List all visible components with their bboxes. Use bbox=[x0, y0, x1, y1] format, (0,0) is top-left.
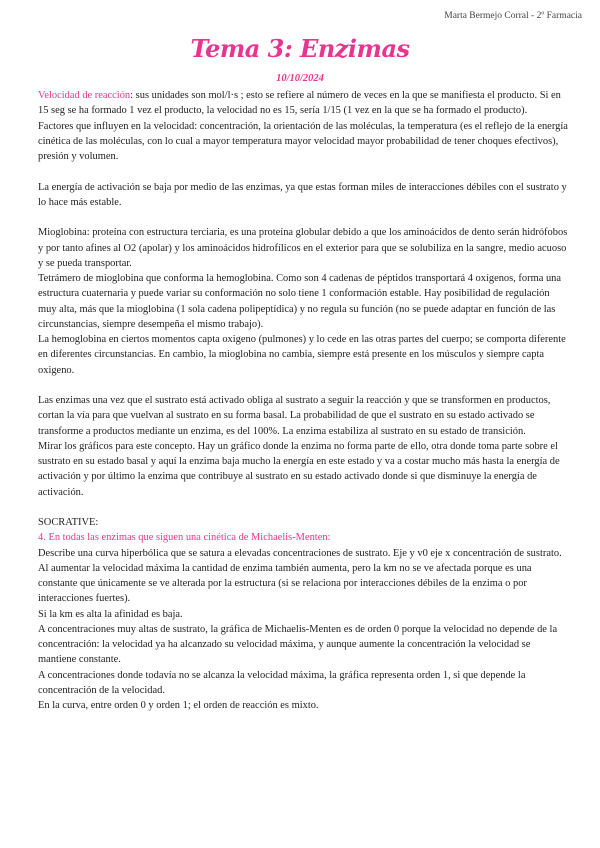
answer-line: En la curva, entre orden 0 y orden 1; el orden de reacción es mixto. bbox=[38, 700, 319, 711]
paragraph-velocity-factors: Factores que influyen en la velocidad: concentración, la orientación de las moléculas, la temperatura (es el reflejo de la energía cinética de las moléculas, con lo cual a mayor temperatura mayor velocidad mayor probabilidad de tener choques efectivos), presión y volumen. bbox=[38, 120, 568, 162]
answer-line: A concentraciones donde todavía no se alcanza la velocidad máxima, la gráfica representa orden 1, si que depende la concentración de la velocidad. bbox=[38, 669, 526, 696]
paragraph-myoglobin: Mioglobina: proteína con estructura terciaria, es una proteína globular debido a que los aminoácidos de dento serán hidrófobos y por tanto afines al O2 (apolar) y los aminoácidos hidrofílicos en el exterior para que se solubiliza en la sangre, medio acuoso y se pueda transportar. bbox=[38, 227, 568, 269]
answer-line: Al aumentar la velocidad máxima la cantidad de enzima también aumenta, pero la km no se ve afectada porque es una constante que únicamente se ve alterada por la estructura (si se relaciona por interacciones débiles de la enzima o por interacciones fuertes). bbox=[38, 562, 532, 605]
document-body bbox=[38, 88, 568, 713]
paragraph-enzyme-substrate: Las enzimas una vez que el sustrato está activado obliga al sustrato a seguir la reacción y que se transformen en productos, cortan la vía para que vuelvan al sustrato en su forma basal. La probabilidad de que el sustrato en su estado activado se transforme a productos mediante un enzima, es del 100%. La enzima estabiliza al sustrato en su estado de transición. bbox=[38, 395, 551, 437]
author-header: Marta Bermejo Corral - 2º Farmacia bbox=[444, 11, 582, 21]
paragraph-activation-energy: La energía de activación se baja por medio de las enzimas, ya que estas forman miles de interacciones débiles con el sustrato y lo hace más estable. bbox=[38, 181, 567, 208]
paragraph-graphs: Mirar los gráficos para este concepto. Hay un gráfico donde la enzima no forma parte de ello, otra donde toma parte sobre el sustrato en su estado basal y aquí la enzima baja mucho la energía en este estado y va a costar mucho más hasta la energía de activación y por último la enzima que contribuye al sustrato en su estado activado donde si que disminuye la energía de activación. bbox=[38, 440, 560, 498]
page-title: Tema 3: Enzimas bbox=[190, 34, 410, 63]
paragraph-hemoglobin: La hemoglobina en ciertos momentos capta oxigeno (pulmones) y lo cede en las otras partes del cuerpo; se comporta diferente en diferentes circunstancias. En cambio, la mioglobina no cambia, siempre está presente en los músculos y siempre capta oxigeno. bbox=[38, 334, 566, 376]
answer-line: Describe una curva hiperbólica que se satura a elevadas concentraciones de sustrato. Eje y v0 eje x concentración de sustrato. bbox=[38, 547, 562, 559]
answer-line: A concentraciones muy altas de sustrato, la gráfica de Michaelis-Menten es de orden 0 porque la velocidad no depende de la concentración: la velocidad ya ha alcanzado su velocidad máxima, y aunque aumente la concentración la velocidad se mantiene constante. bbox=[38, 623, 558, 666]
document-date: 10/10/2024 bbox=[276, 73, 324, 84]
paragraph-reaction-velocity: Velocidad de reacción: sus unidades son mol/l·s ; esto se refiere al número de veces en la que se manifiesta el producto. Si en 15 seg se ha formado 1 vez el producto, la velocidad no es 15, sería 1/15 (1 vez en la que se ha formado el producto). bbox=[38, 90, 561, 117]
socrative-heading: SOCRATIVE: bbox=[38, 517, 99, 528]
highlight-term: Velocidad de reacción bbox=[38, 90, 131, 101]
socrative-question: 4. En todas las enzimas que siguen una cinética de Michaelis-Menten: bbox=[38, 532, 331, 544]
paragraph-tetramer: Tetrámero de mioglobina que conforma la hemoglobina. Como son 4 cadenas de péptidos transportará 4 oxígenos, forma una estructura cuaternaria y puede variar su conformación no solo tiene 1 conformación estable. Hay posibilidad de regulación muy alta, más que la mioglobina (1 sola cadena polipeptídica) y no regula su función (no se puede adaptar en función de las circunstancias, siempre desempeña el mismo trabajo). bbox=[38, 273, 562, 330]
answer-line: Si la km es alta la afinidad es baja. bbox=[38, 608, 183, 620]
